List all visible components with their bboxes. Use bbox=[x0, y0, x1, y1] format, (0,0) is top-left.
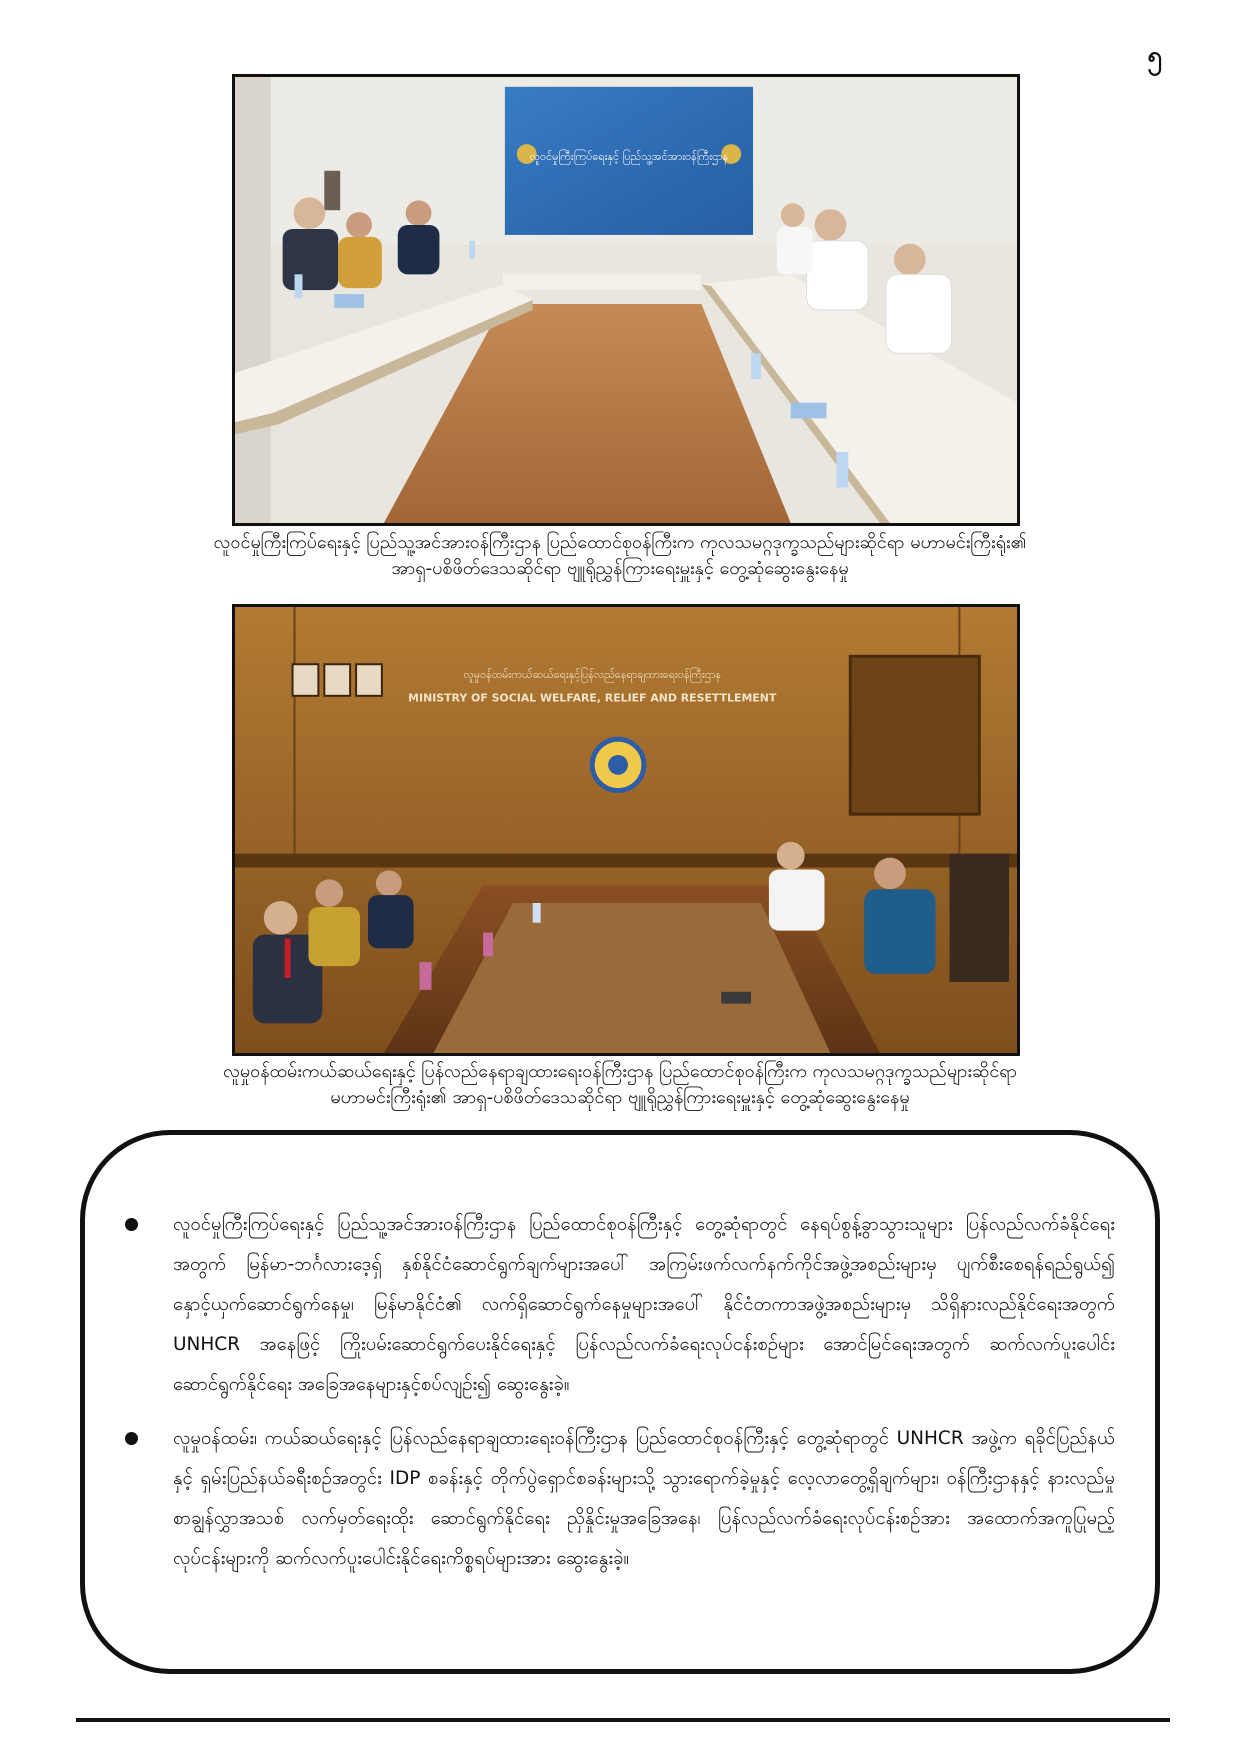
portrait-frame bbox=[324, 664, 350, 696]
carved-plaque bbox=[850, 656, 979, 814]
ministry-name-burmese: လူမှုဝန်ထမ်းကယ်ဆယ်ရေးနှင့်ပြန်လည်နေရာချထားရေးဝန်ကြီးဌာန bbox=[463, 668, 721, 682]
footer-rule bbox=[76, 1718, 1170, 1722]
meeting-photo-immigration bbox=[232, 74, 1020, 526]
portrait-frame bbox=[293, 664, 319, 696]
caption-line: အာရှ-ပစိဖိတ်ဒေသဆိုင်ရာ ဗျူရိုညွှန်ကြားရေးမှူးနှင့် တွေ့ဆုံဆွေးနွေးနေမှု bbox=[391, 558, 849, 579]
bullet-icon bbox=[125, 1432, 138, 1445]
summary-bullet bbox=[125, 1419, 1115, 1579]
caption-line: လူဝင်မှုကြီးကြပ်ရေးနှင့် ပြည်သူ့အင်အားဝန်ကြီးဌာန ပြည်ထောင်စုဝန်ကြီးက ကုလသမဂ္ဂဒုက္ခသည်များဆိုင်ရာ မဟာမင်းကြီးရုံး၏ bbox=[213, 532, 1027, 553]
summary-bullet-text: လူဝင်မှုကြီးကြပ်ရေးနှင့် ပြည်သူ့အင်အားဝန်ကြီးဌာန ပြည်ထောင်စုဝန်ကြီးနှင့် တွေ့ဆုံရာတွင် နေရပ်စွန့်ခွာသွားသူများ ပြန်လည်လက်ခံနိုင်ရေးအတွက် မြန်မာ-ဘင်္ဂလားဒေ့ရှ် နှစ်နိုင်ငံဆောင်ရွက်ချက်များအပေါ် အကြမ်းဖက်လက်နက်ကိုင်အဖွဲ့အစည်းများမှ ပျက်စီးစေရန်ရည်ရွယ်၍ နှောင့်ယှက်ဆောင်ရွက်နေမှု၊ မြန်မာနိုင်ငံ၏ လက်ရှိဆောင်ရွက်နေမှုများအပေါ် နိုင်ငံတကာအဖွဲ့အစည်းများမှ သိရှိနားလည်နိုင်ရေးအတွက် UNHCR အနေဖြင့် ကြိုးပမ်းဆောင်ရွက်ပေးနိုင်ရေးနှင့် ပြန်လည်လက်ခံရေးလုပ်ငန်းစဉ်များ အောင်မြင်ရေးအတွက် ဆက်လက်ပူးပေါင်းဆောင်ရွက်နိုင်ရေး အခြေအနေများနှင့်စပ်လျဉ်း၍ ဆွေးနွေးခဲ့။ bbox=[173, 1214, 1115, 1395]
page-number: ၅ bbox=[1147, 41, 1162, 71]
ministry-name-english: MINISTRY OF SOCIAL WELFARE, RELIEF AND RESETTLEMENT bbox=[408, 691, 777, 705]
meeting-photo-illustration bbox=[235, 77, 1017, 523]
summary-bullet bbox=[125, 1205, 1115, 1405]
caption-line: မဟာမင်းကြီးရုံး၏ အာရှ-ပစိဖိတ်ဒေသဆိုင်ရာ ဗျူရိုညွှန်ကြားရေးမှူးနှင့် တွေ့ဆုံဆွေးနွေးနေမှု bbox=[330, 1087, 910, 1108]
meeting-photo-social-welfare bbox=[232, 604, 1020, 1056]
summary-bullet-list bbox=[125, 1205, 1115, 1593]
photo-caption-1 bbox=[90, 530, 1150, 582]
meeting-photo-illustration bbox=[235, 607, 1017, 1053]
portrait-frame bbox=[356, 664, 382, 696]
summary-box bbox=[80, 1130, 1160, 1674]
bullet-icon bbox=[125, 1218, 138, 1231]
photo-caption-2 bbox=[90, 1059, 1150, 1111]
summary-bullet-text: လူမှုဝန်ထမ်း၊ ကယ်ဆယ်ရေးနှင့် ပြန်လည်နေရာချထားရေးဝန်ကြီးဌာန ပြည်ထောင်စုဝန်ကြီးနှင့် တွေ့ဆုံရာတွင် UNHCR အဖွဲ့က ရခိုင်ပြည်နယ်နှင့် ရှမ်းပြည်နယ်ခရီးစဉ်အတွင်း IDP စခန်းနှင့် တိုက်ပွဲရှောင်စခန်းများသို့ သွားရောက်ခဲ့မှုနှင့် လေ့လာတွေ့ရှိချက်များ၊ ဝန်ကြီးဌာနနှင့် နားလည်မှုစာချွန်လွှာအသစ် လက်မှတ်ရေးထိုး ဆောင်ရွက်နိုင်ရေး ညှိနှိုင်းမှုအခြေအနေ၊ ပြန်လည်လက်ခံရေးလုပ်ငန်းစဉ်အား အထောက်အကူပြုမည့် လုပ်ငန်းများကို ဆက်လက်ပူးပေါင်းနိုင်ရေးကိစ္စရပ်များအား ဆွေးနွေးခဲ့။ bbox=[173, 1428, 1115, 1569]
caption-line: လူမှုဝန်ထမ်းကယ်ဆယ်ရေးနှင့် ပြန်လည်နေရာချထားရေးဝန်ကြီးဌာန ပြည်ထောင်စုဝန်ကြီးက ကုလသမဂ္ဂဒုက္ခသည်များဆိုင်ရာ bbox=[222, 1061, 1018, 1082]
banner-text: လူဝင်မှုကြီးကြပ်ရေးနှင့် ပြည်သူ့အင်အားဝန်ကြီးဌာန bbox=[529, 149, 729, 163]
